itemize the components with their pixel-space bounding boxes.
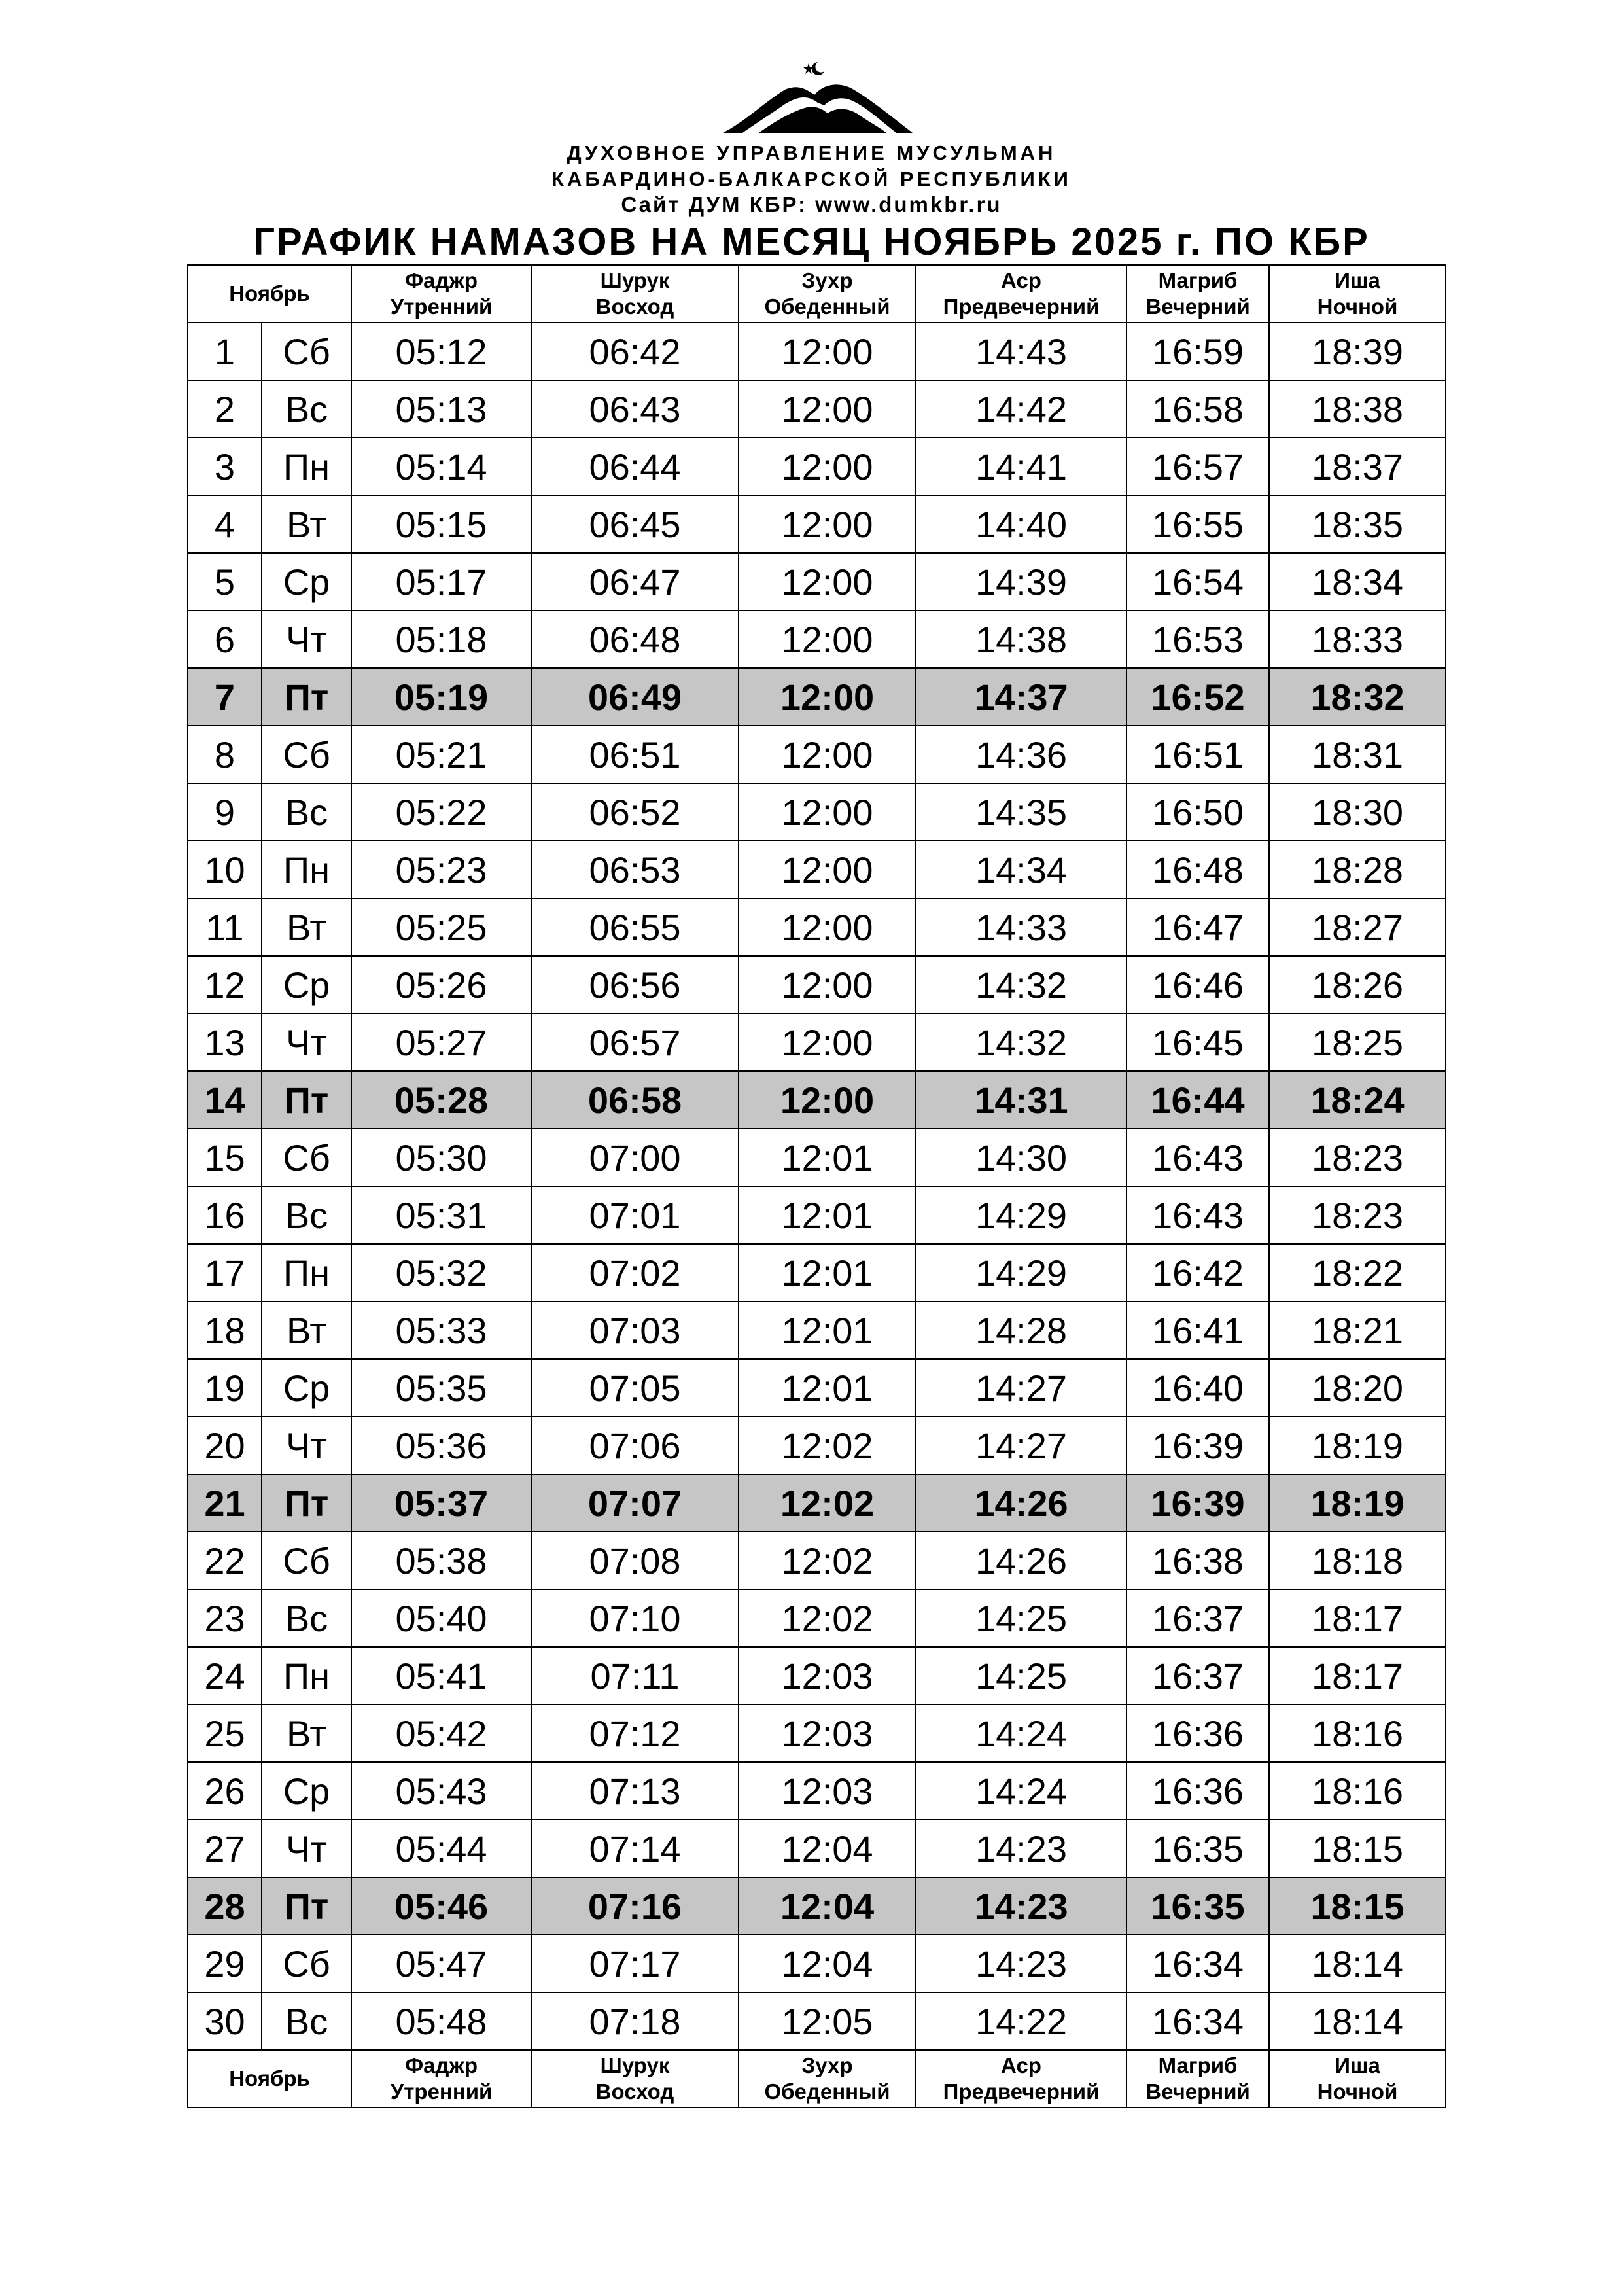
zuhr-time: 12:01 bbox=[739, 1186, 916, 1244]
asr-time: 14:36 bbox=[916, 726, 1126, 783]
day-number: 4 bbox=[188, 495, 262, 553]
isha-time: 18:15 bbox=[1269, 1877, 1446, 1935]
table-header-row bbox=[188, 265, 1446, 323]
fajr-time: 05:12 bbox=[351, 323, 531, 380]
asr-time: 14:43 bbox=[916, 323, 1126, 380]
maghrib-time: 16:40 bbox=[1126, 1359, 1269, 1417]
fajr-time: 05:21 bbox=[351, 726, 531, 783]
zuhr-time: 12:04 bbox=[739, 1820, 916, 1877]
isha-time: 18:37 bbox=[1269, 438, 1446, 495]
zuhr-time: 12:01 bbox=[739, 1129, 916, 1186]
isha-time: 18:14 bbox=[1269, 1935, 1446, 1992]
isha-time: 18:19 bbox=[1269, 1474, 1446, 1532]
day-number: 17 bbox=[188, 1244, 262, 1301]
shuruk-time: 06:45 bbox=[531, 495, 739, 553]
table-row bbox=[188, 1359, 1446, 1417]
table-row bbox=[188, 668, 1446, 726]
isha-time: 18:32 bbox=[1269, 668, 1446, 726]
shuruk-time: 07:03 bbox=[531, 1301, 739, 1359]
zuhr-time: 12:03 bbox=[739, 1704, 916, 1762]
shuruk-time: 06:57 bbox=[531, 1014, 739, 1071]
isha-time: 18:38 bbox=[1269, 380, 1446, 438]
isha-time: 18:23 bbox=[1269, 1186, 1446, 1244]
fajr-time: 05:26 bbox=[351, 956, 531, 1014]
weekday: Сб bbox=[262, 1935, 351, 1992]
maghrib-time: 16:46 bbox=[1126, 956, 1269, 1014]
maghrib-time: 16:38 bbox=[1126, 1532, 1269, 1589]
weekday: Вт bbox=[262, 1301, 351, 1359]
shuruk-time: 07:16 bbox=[531, 1877, 739, 1935]
asr-time: 14:26 bbox=[916, 1474, 1126, 1532]
asr-time: 14:38 bbox=[916, 610, 1126, 668]
maghrib-time: 16:50 bbox=[1126, 783, 1269, 841]
zuhr-time: 12:02 bbox=[739, 1417, 916, 1474]
fajr-time: 05:37 bbox=[351, 1474, 531, 1532]
zuhr-time: 12:01 bbox=[739, 1244, 916, 1301]
maghrib-time: 16:44 bbox=[1126, 1071, 1269, 1129]
day-number: 16 bbox=[188, 1186, 262, 1244]
shuruk-time: 07:18 bbox=[531, 1992, 739, 2050]
table-row bbox=[188, 1244, 1446, 1301]
zuhr-time: 12:00 bbox=[739, 438, 916, 495]
weekday: Пт bbox=[262, 1474, 351, 1532]
shuruk-time: 07:11 bbox=[531, 1647, 739, 1704]
column-footer-maghrib: Магриб Вечерний bbox=[1126, 2050, 1269, 2108]
fajr-time: 05:25 bbox=[351, 898, 531, 956]
shuruk-time: 07:17 bbox=[531, 1935, 739, 1992]
shuruk-time: 07:13 bbox=[531, 1762, 739, 1820]
day-number: 5 bbox=[188, 553, 262, 610]
maghrib-time: 16:34 bbox=[1126, 1992, 1269, 2050]
maghrib-time: 16:37 bbox=[1126, 1589, 1269, 1647]
zuhr-time: 12:01 bbox=[739, 1301, 916, 1359]
fajr-time: 05:41 bbox=[351, 1647, 531, 1704]
asr-time: 14:22 bbox=[916, 1992, 1126, 2050]
asr-time: 14:29 bbox=[916, 1186, 1126, 1244]
isha-time: 18:27 bbox=[1269, 898, 1446, 956]
weekday: Вс bbox=[262, 783, 351, 841]
shuruk-time: 06:58 bbox=[531, 1071, 739, 1129]
asr-time: 14:42 bbox=[916, 380, 1126, 438]
zuhr-time: 12:00 bbox=[739, 323, 916, 380]
isha-time: 18:35 bbox=[1269, 495, 1446, 553]
asr-time: 14:34 bbox=[916, 841, 1126, 898]
asr-time: 14:35 bbox=[916, 783, 1126, 841]
column-footer-isha: Иша Ночной bbox=[1269, 2050, 1446, 2108]
day-number: 3 bbox=[188, 438, 262, 495]
fajr-time: 05:30 bbox=[351, 1129, 531, 1186]
zuhr-time: 12:00 bbox=[739, 668, 916, 726]
isha-time: 18:14 bbox=[1269, 1992, 1446, 2050]
weekday: Сб bbox=[262, 726, 351, 783]
weekday: Пт bbox=[262, 1071, 351, 1129]
zuhr-time: 12:04 bbox=[739, 1935, 916, 1992]
day-number: 15 bbox=[188, 1129, 262, 1186]
day-number: 2 bbox=[188, 380, 262, 438]
isha-time: 18:22 bbox=[1269, 1244, 1446, 1301]
day-number: 8 bbox=[188, 726, 262, 783]
table-row bbox=[188, 323, 1446, 380]
maghrib-time: 16:43 bbox=[1126, 1129, 1269, 1186]
isha-time: 18:21 bbox=[1269, 1301, 1446, 1359]
fajr-time: 05:46 bbox=[351, 1877, 531, 1935]
day-number: 30 bbox=[188, 1992, 262, 2050]
isha-time: 18:23 bbox=[1269, 1129, 1446, 1186]
table-row bbox=[188, 380, 1446, 438]
isha-time: 18:26 bbox=[1269, 956, 1446, 1014]
column-footer-fajr: Фаджр Утренний bbox=[351, 2050, 531, 2108]
zuhr-time: 12:03 bbox=[739, 1647, 916, 1704]
fajr-time: 05:35 bbox=[351, 1359, 531, 1417]
asr-time: 14:26 bbox=[916, 1532, 1126, 1589]
weekday: Ср bbox=[262, 956, 351, 1014]
org-website: Сайт ДУМ КБР: www.dumkbr.ru bbox=[621, 192, 1002, 217]
zuhr-time: 12:00 bbox=[739, 1071, 916, 1129]
maghrib-time: 16:35 bbox=[1126, 1820, 1269, 1877]
asr-time: 14:30 bbox=[916, 1129, 1126, 1186]
weekday: Пн bbox=[262, 1647, 351, 1704]
weekday: Ср bbox=[262, 1359, 351, 1417]
asr-time: 14:31 bbox=[916, 1071, 1126, 1129]
zuhr-time: 12:00 bbox=[739, 726, 916, 783]
weekday: Пн bbox=[262, 841, 351, 898]
table-row bbox=[188, 783, 1446, 841]
weekday: Вт bbox=[262, 1704, 351, 1762]
table-row bbox=[188, 1186, 1446, 1244]
zuhr-time: 12:04 bbox=[739, 1877, 916, 1935]
shuruk-time: 06:55 bbox=[531, 898, 739, 956]
zuhr-time: 12:02 bbox=[739, 1474, 916, 1532]
fajr-time: 05:36 bbox=[351, 1417, 531, 1474]
asr-time: 14:23 bbox=[916, 1877, 1126, 1935]
shuruk-time: 07:06 bbox=[531, 1417, 739, 1474]
maghrib-time: 16:39 bbox=[1126, 1474, 1269, 1532]
maghrib-time: 16:48 bbox=[1126, 841, 1269, 898]
shuruk-time: 06:42 bbox=[531, 323, 739, 380]
mosque-mountain-logo bbox=[720, 56, 916, 141]
asr-time: 14:32 bbox=[916, 1014, 1126, 1071]
fajr-time: 05:15 bbox=[351, 495, 531, 553]
shuruk-time: 06:49 bbox=[531, 668, 739, 726]
shuruk-time: 06:44 bbox=[531, 438, 739, 495]
zuhr-time: 12:01 bbox=[739, 1359, 916, 1417]
day-number: 18 bbox=[188, 1301, 262, 1359]
fajr-time: 05:44 bbox=[351, 1820, 531, 1877]
table-row bbox=[188, 1417, 1446, 1474]
day-number: 11 bbox=[188, 898, 262, 956]
fajr-time: 05:22 bbox=[351, 783, 531, 841]
maghrib-time: 16:58 bbox=[1126, 380, 1269, 438]
zuhr-time: 12:00 bbox=[739, 610, 916, 668]
maghrib-time: 16:36 bbox=[1126, 1762, 1269, 1820]
zuhr-time: 12:00 bbox=[739, 553, 916, 610]
shuruk-time: 07:05 bbox=[531, 1359, 739, 1417]
shuruk-time: 07:10 bbox=[531, 1589, 739, 1647]
isha-time: 18:31 bbox=[1269, 726, 1446, 783]
asr-time: 14:24 bbox=[916, 1762, 1126, 1820]
org-name-line1: ДУХОВНОЕ УПРАВЛЕНИЕ МУСУЛЬМАН bbox=[567, 141, 1056, 164]
zuhr-time: 12:00 bbox=[739, 495, 916, 553]
isha-time: 18:30 bbox=[1269, 783, 1446, 841]
asr-time: 14:39 bbox=[916, 553, 1126, 610]
zuhr-time: 12:00 bbox=[739, 1014, 916, 1071]
weekday: Ср bbox=[262, 1762, 351, 1820]
table-row bbox=[188, 1704, 1446, 1762]
isha-time: 18:28 bbox=[1269, 841, 1446, 898]
maghrib-time: 16:43 bbox=[1126, 1186, 1269, 1244]
asr-time: 14:37 bbox=[916, 668, 1126, 726]
column-header-shuruk: Шурук Восход bbox=[531, 265, 739, 323]
maghrib-time: 16:36 bbox=[1126, 1704, 1269, 1762]
table-row bbox=[188, 1532, 1446, 1589]
day-number: 22 bbox=[188, 1532, 262, 1589]
day-number: 23 bbox=[188, 1589, 262, 1647]
prayer-times-table bbox=[187, 264, 1446, 2108]
isha-time: 18:15 bbox=[1269, 1820, 1446, 1877]
shuruk-time: 07:08 bbox=[531, 1532, 739, 1589]
shuruk-time: 06:47 bbox=[531, 553, 739, 610]
shuruk-time: 07:12 bbox=[531, 1704, 739, 1762]
crescent-icon bbox=[812, 62, 824, 75]
weekday: Сб bbox=[262, 323, 351, 380]
asr-time: 14:23 bbox=[916, 1935, 1126, 1992]
day-number: 27 bbox=[188, 1820, 262, 1877]
day-number: 21 bbox=[188, 1474, 262, 1532]
column-header-maghrib: Магриб Вечерний bbox=[1126, 265, 1269, 323]
asr-time: 14:40 bbox=[916, 495, 1126, 553]
table-row bbox=[188, 1589, 1446, 1647]
asr-time: 14:24 bbox=[916, 1704, 1126, 1762]
weekday: Чт bbox=[262, 1417, 351, 1474]
table-row bbox=[188, 1014, 1446, 1071]
fajr-time: 05:33 bbox=[351, 1301, 531, 1359]
shuruk-time: 07:14 bbox=[531, 1820, 739, 1877]
column-header-zuhr: Зухр Обеденный bbox=[739, 265, 916, 323]
shuruk-time: 06:48 bbox=[531, 610, 739, 668]
weekday: Чт bbox=[262, 1820, 351, 1877]
maghrib-time: 16:54 bbox=[1126, 553, 1269, 610]
table-row bbox=[188, 1762, 1446, 1820]
zuhr-time: 12:05 bbox=[739, 1992, 916, 2050]
column-footer-shuruk: Шурук Восход bbox=[531, 2050, 739, 2108]
day-number: 25 bbox=[188, 1704, 262, 1762]
isha-time: 18:39 bbox=[1269, 323, 1446, 380]
shuruk-time: 06:52 bbox=[531, 783, 739, 841]
zuhr-time: 12:00 bbox=[739, 956, 916, 1014]
weekday: Пн bbox=[262, 1244, 351, 1301]
table-footer-row bbox=[188, 2050, 1446, 2108]
maghrib-time: 16:59 bbox=[1126, 323, 1269, 380]
isha-time: 18:17 bbox=[1269, 1589, 1446, 1647]
fajr-time: 05:13 bbox=[351, 380, 531, 438]
zuhr-time: 12:00 bbox=[739, 841, 916, 898]
asr-time: 14:25 bbox=[916, 1647, 1126, 1704]
shuruk-time: 07:01 bbox=[531, 1186, 739, 1244]
day-number: 14 bbox=[188, 1071, 262, 1129]
weekday: Вс bbox=[262, 1589, 351, 1647]
column-header-fajr: Фаджр Утренний bbox=[351, 265, 531, 323]
fajr-time: 05:32 bbox=[351, 1244, 531, 1301]
month-header: Ноябрь bbox=[188, 265, 351, 323]
isha-time: 18:24 bbox=[1269, 1071, 1446, 1129]
fajr-time: 05:14 bbox=[351, 438, 531, 495]
shuruk-time: 06:53 bbox=[531, 841, 739, 898]
day-number: 12 bbox=[188, 956, 262, 1014]
fajr-time: 05:40 bbox=[351, 1589, 531, 1647]
table-row bbox=[188, 1301, 1446, 1359]
isha-time: 18:33 bbox=[1269, 610, 1446, 668]
table-row bbox=[188, 438, 1446, 495]
day-number: 6 bbox=[188, 610, 262, 668]
fajr-time: 05:48 bbox=[351, 1992, 531, 2050]
asr-time: 14:27 bbox=[916, 1359, 1126, 1417]
fajr-time: 05:19 bbox=[351, 668, 531, 726]
shuruk-time: 07:02 bbox=[531, 1244, 739, 1301]
maghrib-time: 16:51 bbox=[1126, 726, 1269, 783]
column-footer-asr: Аср Предвечерний bbox=[916, 2050, 1126, 2108]
maghrib-time: 16:55 bbox=[1126, 495, 1269, 553]
day-number: 28 bbox=[188, 1877, 262, 1935]
day-number: 7 bbox=[188, 668, 262, 726]
weekday: Пт bbox=[262, 1877, 351, 1935]
day-number: 26 bbox=[188, 1762, 262, 1820]
fajr-time: 05:43 bbox=[351, 1762, 531, 1820]
weekday: Сб bbox=[262, 1129, 351, 1186]
maghrib-time: 16:47 bbox=[1126, 898, 1269, 956]
zuhr-time: 12:03 bbox=[739, 1762, 916, 1820]
column-header-asr: Аср Предвечерний bbox=[916, 265, 1126, 323]
isha-time: 18:17 bbox=[1269, 1647, 1446, 1704]
weekday: Вт bbox=[262, 495, 351, 553]
maghrib-time: 16:45 bbox=[1126, 1014, 1269, 1071]
fajr-time: 05:28 bbox=[351, 1071, 531, 1129]
isha-time: 18:19 bbox=[1269, 1417, 1446, 1474]
shuruk-time: 06:51 bbox=[531, 726, 739, 783]
isha-time: 18:16 bbox=[1269, 1762, 1446, 1820]
asr-time: 14:41 bbox=[916, 438, 1126, 495]
zuhr-time: 12:02 bbox=[739, 1532, 916, 1589]
maghrib-time: 16:41 bbox=[1126, 1301, 1269, 1359]
maghrib-time: 16:37 bbox=[1126, 1647, 1269, 1704]
day-number: 29 bbox=[188, 1935, 262, 1992]
zuhr-time: 12:00 bbox=[739, 380, 916, 438]
day-number: 9 bbox=[188, 783, 262, 841]
weekday: Чт bbox=[262, 610, 351, 668]
asr-time: 14:23 bbox=[916, 1820, 1126, 1877]
table-row bbox=[188, 1820, 1446, 1877]
weekday: Вт bbox=[262, 898, 351, 956]
table-row bbox=[188, 956, 1446, 1014]
fajr-time: 05:18 bbox=[351, 610, 531, 668]
month-footer: Ноябрь bbox=[188, 2050, 351, 2108]
day-number: 24 bbox=[188, 1647, 262, 1704]
table-row bbox=[188, 898, 1446, 956]
table-row bbox=[188, 1992, 1446, 2050]
isha-time: 18:20 bbox=[1269, 1359, 1446, 1417]
day-number: 19 bbox=[188, 1359, 262, 1417]
zuhr-time: 12:00 bbox=[739, 898, 916, 956]
day-number: 10 bbox=[188, 841, 262, 898]
table-row bbox=[188, 1129, 1446, 1186]
maghrib-time: 16:42 bbox=[1126, 1244, 1269, 1301]
maghrib-time: 16:39 bbox=[1126, 1417, 1269, 1474]
isha-time: 18:18 bbox=[1269, 1532, 1446, 1589]
table-body bbox=[188, 323, 1446, 2050]
weekday: Вс bbox=[262, 1992, 351, 2050]
table-row bbox=[188, 1877, 1446, 1935]
maghrib-time: 16:34 bbox=[1126, 1935, 1269, 1992]
zuhr-time: 12:00 bbox=[739, 783, 916, 841]
day-number: 13 bbox=[188, 1014, 262, 1071]
weekday: Ср bbox=[262, 553, 351, 610]
asr-time: 14:28 bbox=[916, 1301, 1126, 1359]
table-row bbox=[188, 841, 1446, 898]
table-row bbox=[188, 495, 1446, 553]
column-footer-zuhr: Зухр Обеденный bbox=[739, 2050, 916, 2108]
table-row bbox=[188, 1071, 1446, 1129]
shuruk-time: 06:56 bbox=[531, 956, 739, 1014]
weekday: Сб bbox=[262, 1532, 351, 1589]
fajr-time: 05:27 bbox=[351, 1014, 531, 1071]
isha-time: 18:25 bbox=[1269, 1014, 1446, 1071]
maghrib-time: 16:52 bbox=[1126, 668, 1269, 726]
asr-time: 14:32 bbox=[916, 956, 1126, 1014]
isha-time: 18:16 bbox=[1269, 1704, 1446, 1762]
asr-time: 14:25 bbox=[916, 1589, 1126, 1647]
asr-time: 14:33 bbox=[916, 898, 1126, 956]
shuruk-time: 07:00 bbox=[531, 1129, 739, 1186]
fajr-time: 05:42 bbox=[351, 1704, 531, 1762]
table-row bbox=[188, 1935, 1446, 1992]
maghrib-time: 16:35 bbox=[1126, 1877, 1269, 1935]
day-number: 20 bbox=[188, 1417, 262, 1474]
weekday: Пт bbox=[262, 668, 351, 726]
isha-time: 18:34 bbox=[1269, 553, 1446, 610]
table-row bbox=[188, 610, 1446, 668]
table-row bbox=[188, 1474, 1446, 1532]
maghrib-time: 16:57 bbox=[1126, 438, 1269, 495]
asr-time: 14:29 bbox=[916, 1244, 1126, 1301]
table-row bbox=[188, 1647, 1446, 1704]
fajr-time: 05:17 bbox=[351, 553, 531, 610]
weekday: Вс bbox=[262, 1186, 351, 1244]
weekday: Вс bbox=[262, 380, 351, 438]
shuruk-time: 06:43 bbox=[531, 380, 739, 438]
column-header-isha: Иша Ночной bbox=[1269, 265, 1446, 323]
table-row bbox=[188, 726, 1446, 783]
weekday: Пн bbox=[262, 438, 351, 495]
fajr-time: 05:23 bbox=[351, 841, 531, 898]
asr-time: 14:27 bbox=[916, 1417, 1126, 1474]
org-name-line2: КАБАРДИНО-БАЛКАРСКОЙ РЕСПУБЛИКИ bbox=[551, 168, 1072, 190]
zuhr-time: 12:02 bbox=[739, 1589, 916, 1647]
table-row bbox=[188, 553, 1446, 610]
fajr-time: 05:47 bbox=[351, 1935, 531, 1992]
day-number: 1 bbox=[188, 323, 262, 380]
page-title: ГРАФИК НАМАЗОВ НА МЕСЯЦ НОЯБРЬ 2025 г. ПО КБР bbox=[253, 221, 1370, 263]
weekday: Чт bbox=[262, 1014, 351, 1071]
shuruk-time: 07:07 bbox=[531, 1474, 739, 1532]
fajr-time: 05:31 bbox=[351, 1186, 531, 1244]
fajr-time: 05:38 bbox=[351, 1532, 531, 1589]
maghrib-time: 16:53 bbox=[1126, 610, 1269, 668]
